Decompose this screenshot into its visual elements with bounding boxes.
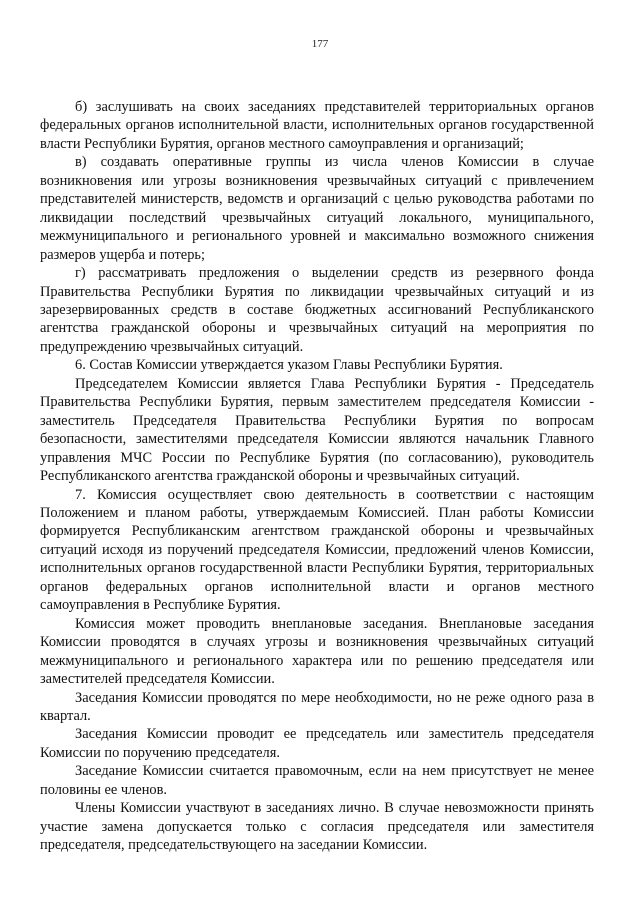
paragraph-members-participation: Члены Комиссии участвуют в заседаниях лично. В случае невозможности принять участие замена допускается только с согласия председателя или заместителя председателя, председательствующего на заседании Комиссии. [40,800,594,854]
paragraph-quorum: Заседание Комиссии считается правомочным, если на нем присутствует не менее половины ее членов. [40,763,594,798]
paragraph-section-6: 6. Состав Комиссии утверждается указом Главы Республики Бурятия. [75,357,503,374]
paragraph-unscheduled-meetings: Комиссия может проводить внеплановые заседания. Внеплановые заседания Комиссии проводятся в случаях угрозы и возникновения чрезвычайных ситуаций межмуниципального и регионального характера или по решению председателя или заместителей председателя Комиссии. [40,615,594,688]
paragraph-section-7: 7. Комиссия осуществляет свою деятельность в соответствии с настоящим Положением и планом работы, утверждаемым Комиссией. План работы Комиссии формируется Республиканским агентством гражданской обороны и чрезвычайных ситуаций исходя из поручений председателя Комиссии, предложений членов Комиссии, исполнительных органов государственной власти Республики Бурятия, территориальных органов федеральных органов исполнительной власти и органов местного самоуправления в Республике Бурятия. [40,486,594,614]
paragraph-meeting-frequency: Заседания Комиссии проводятся по мере необходимости, но не реже одного раза в квартал. [40,689,594,724]
paragraph-meeting-chair: Заседания Комиссии проводит ее председатель или заместитель председателя Комиссии по поручению председателя. [40,726,594,761]
paragraph-item-g: г) рассматривать предложения о выделении средств из резервного фонда Правительства Республики Бурятия по ликвидации чрезвычайных ситуаций и из зарезервированных средств в составе бюджетных ассигнований Республиканского агентства гражданской обороны и чрезвычайных ситуаций на мероприятия по предупреждению чрезвычайных ситуаций. [40,265,594,355]
document-body [40,98,594,855]
paragraph-item-v: в) создавать оперативные группы из числа членов Комиссии в случае возникновения или угрозы возникновения чрезвычайных ситуаций с привлечением представителей министерств, ведомств и организаций с целью руководства работами по ликвидации последствий чрезвычайных ситуаций локального, муниципального, межмуниципального и регионального уровней и максимально возможного снижения размеров ущерба и потерь; [40,154,594,263]
page-number: 177 [311,38,329,50]
paragraph-chairman: Председателем Комиссии является Глава Республики Бурятия - Председатель Правительства Республики Бурятия, первым заместителем председателя Комиссии - заместитель Председателя Правительства Республики Бурятия по вопросам безопасности, заместителями председателя Комиссии являются начальник Главного управления МЧС России по Республике Бурятия (по согласованию), руководитель Республиканского агентства гражданской обороны и чрезвычайных ситуаций. [40,375,594,485]
paragraph-item-b: б) заслушивать на своих заседаниях представителей территориальных органов федеральных органов исполнительной власти, исполнительных органов государственной власти Республики Бурятия, органов местного самоуправления и организаций; [40,99,594,152]
